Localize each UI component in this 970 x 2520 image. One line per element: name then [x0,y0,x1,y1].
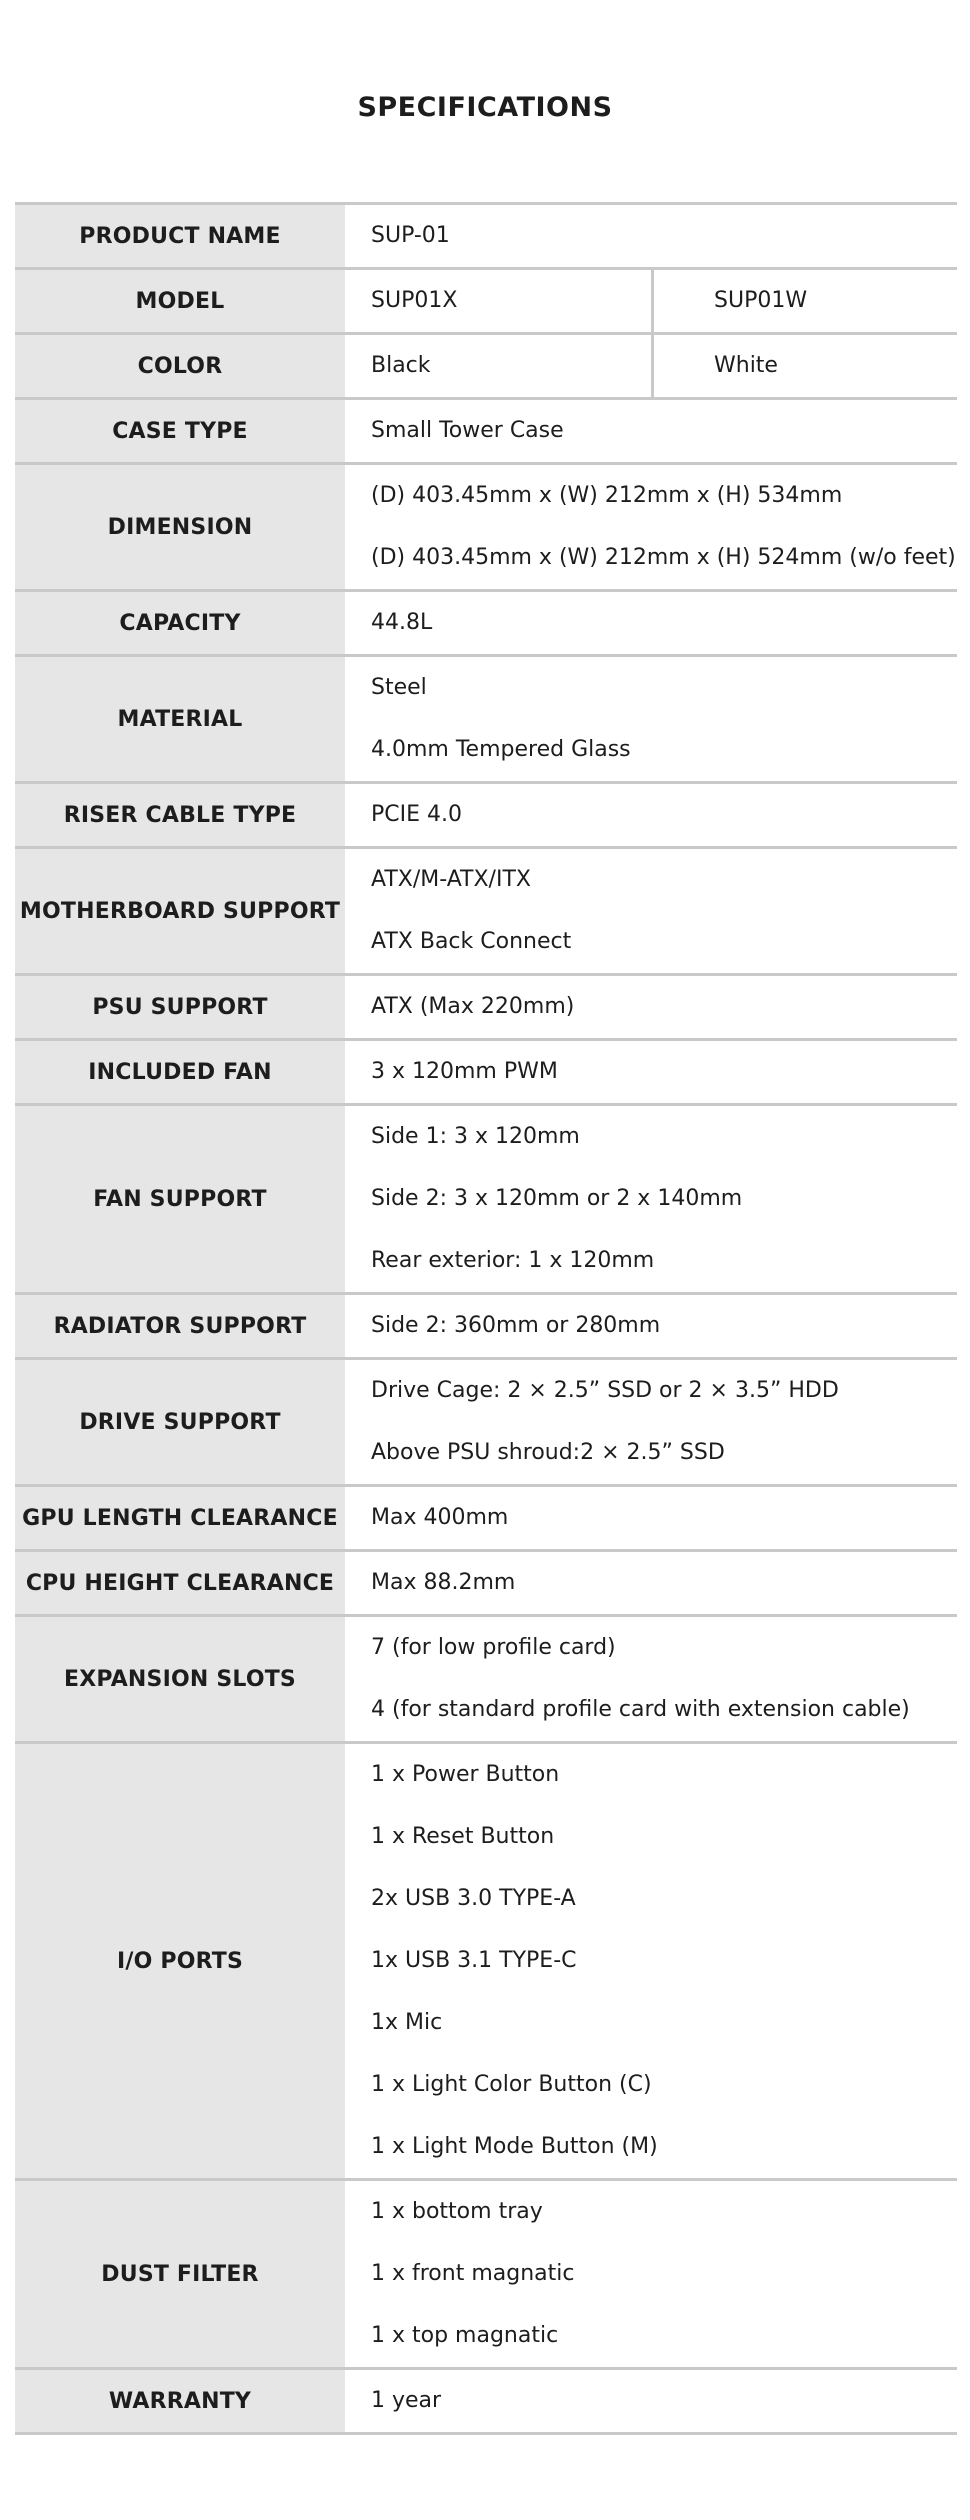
spec-label: PSU SUPPORT [15,976,345,1038]
spec-value-line: 1 x Light Color Button (C) [371,2072,652,2097]
spec-value-line: 1 year [371,2388,442,2413]
spec-row-io-ports [15,1744,957,2181]
spec-value-line: 7 (for low profile card) [371,1635,616,1660]
spec-row-material [15,657,957,784]
spec-value-line: ATX/M-ATX/ITX [371,867,531,892]
spec-row-motherboard-support [15,849,957,976]
spec-row-product-name [15,205,957,270]
spec-value-black-variant [345,270,654,332]
spec-value-line: 1 x top magnatic [371,2323,559,2348]
spec-row-model [15,270,957,335]
spec-label: CASE TYPE [15,400,345,462]
spec-value-line: 4.0mm Tempered Glass [371,737,631,762]
spec-value [345,1041,957,1103]
spec-label: RADIATOR SUPPORT [15,1295,345,1357]
spec-value-line: Max 88.2mm [371,1570,516,1595]
spec-value-line: Side 2: 360mm or 280mm [371,1313,661,1338]
spec-value [345,465,957,589]
spec-value-line: 4 (for standard profile card with extension cable) [371,1697,910,1722]
spec-label: MODEL [15,270,345,332]
spec-label: DIMENSION [15,465,345,589]
spec-label: DUST FILTER [15,2181,345,2367]
spec-table [15,202,957,2435]
spec-row-drive-support [15,1360,957,1487]
spec-value [345,1360,957,1484]
spec-value-line: (D) 403.45mm x (W) 212mm x (H) 524mm (w/o feet) [371,545,956,570]
spec-value-line: 1x USB 3.1 TYPE-C [371,1948,577,1973]
spec-value-line: Above PSU shroud:2 × 2.5” SSD [371,1440,725,1465]
spec-label: PRODUCT NAME [15,205,345,267]
spec-row-expansion-slots [15,1617,957,1744]
spec-value-line: SUP01X [371,288,458,313]
spec-value [345,1295,957,1357]
spec-label: COLOR [15,335,345,397]
spec-value-line: Black [371,353,431,378]
spec-row-warranty [15,2370,957,2435]
spec-label: DRIVE SUPPORT [15,1360,345,1484]
spec-value-line: Small Tower Case [371,418,564,443]
spec-value-line: White [714,353,778,378]
spec-value [345,1487,957,1549]
spec-value [345,1617,957,1741]
spec-value-line: Steel [371,675,427,700]
spec-label: EXPANSION SLOTS [15,1617,345,1741]
spec-value [345,2181,957,2367]
spec-value [345,205,957,267]
spec-value-line: 1 x Power Button [371,1762,560,1787]
spec-value-line: (D) 403.45mm x (W) 212mm x (H) 534mm [371,483,843,508]
spec-label: I/O PORTS [15,1744,345,2178]
spec-value-line: Drive Cage: 2 × 2.5” SSD or 2 × 3.5” HDD [371,1378,839,1403]
spec-row-case-type [15,400,957,465]
spec-value-black-variant [345,335,654,397]
spec-value-line: PCIE 4.0 [371,802,462,827]
spec-value-line: Side 2: 3 x 120mm or 2 x 140mm [371,1186,743,1211]
spec-value-line: 2x USB 3.0 TYPE-A [371,1886,576,1911]
spec-label: FAN SUPPORT [15,1106,345,1292]
spec-label: WARRANTY [15,2370,345,2432]
spec-row-fan-support [15,1106,957,1295]
spec-value [345,270,957,332]
spec-row-riser-cable-type [15,784,957,849]
spec-row-cpu-height-clearance [15,1552,957,1617]
spec-value [345,784,957,846]
spec-value-line: 1 x front magnatic [371,2261,575,2286]
spec-label: INCLUDED FAN [15,1041,345,1103]
spec-value-line: 44.8L [371,610,433,635]
spec-label: GPU LENGTH CLEARANCE [15,1487,345,1549]
spec-row-radiator-support [15,1295,957,1360]
page-title: SPECIFICATIONS [357,92,613,123]
spec-row-gpu-length-clearance [15,1487,957,1552]
spec-value [345,1744,957,2178]
spec-row-color [15,335,957,400]
spec-value-line: 1 x bottom tray [371,2199,543,2224]
spec-value [345,1552,957,1614]
spec-value-line: 1x Mic [371,2010,443,2035]
spec-value [345,976,957,1038]
spec-label: CAPACITY [15,592,345,654]
spec-value-line: Max 400mm [371,1505,509,1530]
spec-label: MOTHERBOARD SUPPORT [15,849,345,973]
spec-value-line: Rear exterior: 1 x 120mm [371,1248,655,1273]
spec-row-capacity [15,592,957,657]
spec-value-white-variant [654,270,957,332]
spec-value [345,400,957,462]
spec-label: CPU HEIGHT CLEARANCE [15,1552,345,1614]
spec-value-line: 1 x Reset Button [371,1824,555,1849]
spec-value [345,2370,957,2432]
spec-value [345,1106,957,1292]
spec-value-line: SUP-01 [371,223,450,248]
spec-value [345,849,957,973]
spec-row-psu-support [15,976,957,1041]
spec-value-line: ATX Back Connect [371,929,572,954]
spec-value [345,592,957,654]
spec-row-dust-filter [15,2181,957,2370]
spec-row-dimension [15,465,957,592]
spec-value-line: ATX (Max 220mm) [371,994,575,1019]
spec-value-line: Side 1: 3 x 120mm [371,1124,580,1149]
spec-value [345,335,957,397]
spec-value-line: 1 x Light Mode Button (M) [371,2134,658,2159]
spec-value [345,657,957,781]
spec-label: MATERIAL [15,657,345,781]
spec-value-white-variant [654,335,957,397]
spec-row-included-fan [15,1041,957,1106]
spec-value-line: 3 x 120mm PWM [371,1059,558,1084]
spec-label: RISER CABLE TYPE [15,784,345,846]
spec-value-line: SUP01W [714,288,808,313]
